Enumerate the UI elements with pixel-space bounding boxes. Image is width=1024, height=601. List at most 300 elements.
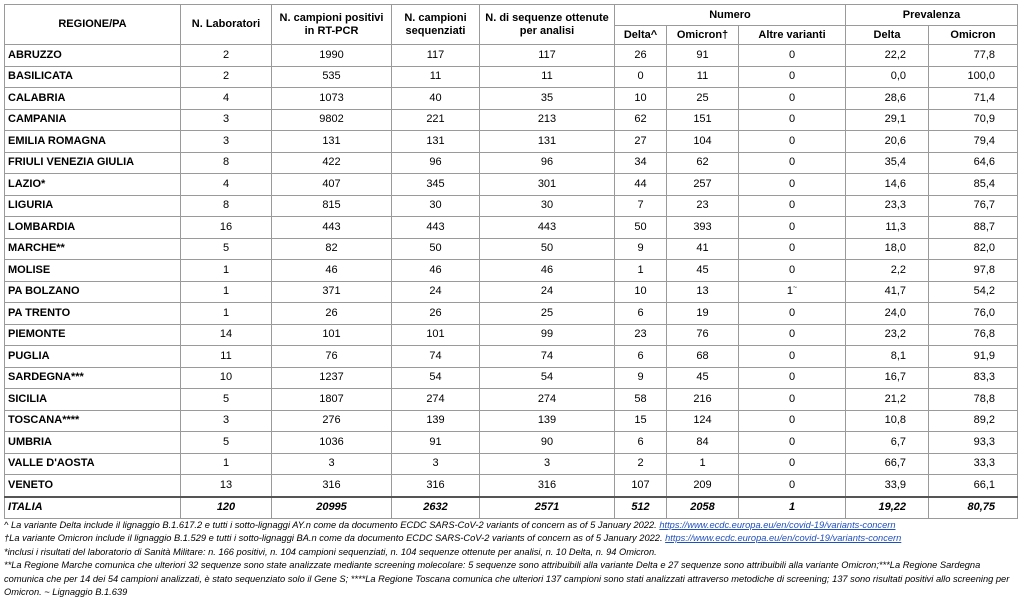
cell-altre	[739, 88, 846, 110]
cell-value: 45	[696, 371, 709, 384]
cell-value: 50	[429, 242, 442, 255]
header-sequenziati-line2: sequenziati	[405, 24, 466, 37]
cell-value: 71,4	[973, 91, 996, 104]
cell-value: 443	[426, 220, 445, 233]
cell-value: 11	[541, 70, 553, 83]
cell-sequenze	[480, 324, 615, 346]
cell-sequenziati	[392, 475, 480, 497]
cell-value: 0	[788, 371, 796, 384]
cell-value: 44	[634, 177, 647, 190]
cell-prev-omicron	[929, 152, 1018, 174]
cell-value: 64,6	[973, 156, 996, 169]
cell-value: 26	[634, 48, 647, 61]
cell-omicron	[667, 410, 739, 432]
cell-omicron	[667, 88, 739, 110]
header-numero: Numero	[615, 5, 846, 26]
cell-sequenziati	[392, 109, 480, 131]
cell-value: 2632	[423, 501, 448, 514]
cell-laboratori	[181, 346, 272, 368]
header-sequenziati-line1: N. campioni	[404, 11, 467, 24]
cell-omicron	[667, 217, 739, 239]
cell-value: 101	[322, 328, 341, 341]
cell-value: 124	[693, 414, 712, 427]
table-row	[5, 410, 1018, 432]
cell-value: 0	[788, 478, 796, 491]
cell-value: SICILIA	[8, 392, 48, 405]
cell-value: 0	[788, 134, 796, 147]
cell-sequenze	[480, 238, 615, 260]
cell-prev-delta	[846, 453, 929, 475]
cell-regione	[5, 303, 181, 325]
cell-value: 216	[693, 392, 712, 405]
cell-altre	[739, 346, 846, 368]
cell-regione	[5, 66, 181, 88]
cell-sequenze	[480, 131, 615, 153]
cell-laboratori	[181, 324, 272, 346]
cell-value: 0	[788, 263, 796, 276]
cell-laboratori	[181, 45, 272, 67]
cell-value: 45	[696, 263, 709, 276]
cell-value: 46	[540, 263, 554, 276]
cell-value: 131	[322, 134, 341, 147]
cell-prev-delta	[846, 45, 929, 67]
cell-value: 301	[537, 177, 557, 190]
cell-value: 512	[631, 501, 650, 514]
cell-prev-omicron	[929, 66, 1018, 88]
cell-omicron	[667, 66, 739, 88]
cell-regione	[5, 367, 181, 389]
cell-value: 54,2	[973, 285, 996, 298]
cell-value: VENETO	[8, 478, 54, 491]
cell-altre	[739, 475, 846, 497]
cell-altre	[739, 195, 846, 217]
cell-sequenziati	[392, 66, 480, 88]
cell-positivi	[272, 389, 392, 411]
cell-laboratori	[181, 389, 272, 411]
cell-value: 6	[637, 435, 644, 448]
cell-sequenze	[480, 109, 615, 131]
cell-sequenziati	[392, 432, 480, 454]
cell-value: 91	[429, 435, 442, 448]
total-row	[5, 497, 1018, 519]
cell-regione	[5, 152, 181, 174]
cell-sequenziati	[392, 410, 480, 432]
cell-value: 0	[788, 91, 796, 104]
cell-delta	[615, 88, 667, 110]
cell-prev-delta	[846, 475, 929, 497]
cell-regione	[5, 109, 181, 131]
cell-prev-omicron	[929, 131, 1018, 153]
cell-altre	[739, 260, 846, 282]
cell-value: 131	[537, 134, 557, 147]
cell-positivi	[272, 432, 392, 454]
cell-positivi	[272, 217, 392, 239]
cell-sequenziati	[392, 497, 480, 519]
table-body	[5, 45, 1018, 519]
cell-prev-omicron	[929, 410, 1018, 432]
cell-value: 19,22	[878, 501, 906, 514]
table-row	[5, 131, 1018, 153]
cell-value: 276	[322, 414, 341, 427]
cell-sequenze	[480, 45, 615, 67]
cell-laboratori	[181, 367, 272, 389]
cell-value: 25	[540, 306, 554, 319]
cell-value: 3	[222, 113, 230, 126]
cell-value: 0	[788, 328, 796, 341]
cell-value: 96	[540, 156, 554, 169]
cell-regione	[5, 195, 181, 217]
cell-value: 20995	[316, 501, 347, 514]
cell-value: 30	[429, 199, 442, 212]
cell-value: CALABRIA	[8, 91, 66, 104]
cell-omicron	[667, 238, 739, 260]
cell-value: 221	[426, 113, 445, 126]
cell-positivi	[272, 410, 392, 432]
table-row	[5, 260, 1018, 282]
cell-value: 0	[788, 156, 796, 169]
cell-value: 7	[637, 199, 644, 212]
cell-delta	[615, 66, 667, 88]
cell-regione	[5, 174, 181, 196]
cell-value: 5	[222, 392, 230, 405]
cell-omicron	[667, 475, 739, 497]
cell-value: 1	[786, 285, 794, 298]
cell-delta	[615, 260, 667, 282]
variants-table	[4, 4, 1018, 519]
cell-value: 209	[693, 478, 712, 491]
cell-value: 14,6	[884, 177, 906, 190]
cell-value: 4	[222, 91, 230, 104]
table-row	[5, 195, 1018, 217]
cell-delta	[615, 389, 667, 411]
cell-value: 99	[540, 328, 554, 341]
cell-value: 5	[222, 435, 230, 448]
cell-value: 0,0	[890, 70, 906, 83]
table-row	[5, 367, 1018, 389]
cell-value: 1	[222, 285, 230, 298]
cell-value: 1	[788, 501, 796, 514]
cell-value: 40	[429, 91, 442, 104]
footnote-omicron	[4, 532, 1020, 545]
cell-value: 2	[222, 70, 230, 83]
cell-value: 66,7	[884, 457, 906, 470]
cell-laboratori	[181, 195, 272, 217]
cell-laboratori	[181, 497, 272, 519]
cell-altre	[739, 453, 846, 475]
cell-value: 23,3	[884, 199, 906, 212]
cell-value: LIGURIA	[8, 199, 54, 212]
cell-value: 97,8	[973, 263, 996, 276]
cell-prev-delta	[846, 324, 929, 346]
table-row	[5, 109, 1018, 131]
cell-value: 28,6	[884, 91, 906, 104]
cell-altre	[739, 217, 846, 239]
cell-value: 24,0	[884, 306, 906, 319]
cell-value: 1	[222, 263, 230, 276]
cell-value: 213	[537, 113, 557, 126]
cell-altre	[739, 152, 846, 174]
cell-laboratori	[181, 88, 272, 110]
cell-value: 8	[222, 156, 230, 169]
cell-value: 257	[693, 177, 712, 190]
cell-laboratori	[181, 475, 272, 497]
cell-value: ABRUZZO	[8, 48, 62, 61]
cell-sequenziati	[392, 217, 480, 239]
cell-value: 101	[426, 328, 445, 341]
cell-prev-delta	[846, 281, 929, 303]
cell-value: 2,2	[890, 263, 906, 276]
cell-value: 0	[788, 199, 796, 212]
cell-value: 10,8	[884, 414, 906, 427]
cell-value: 815	[322, 199, 341, 212]
cell-value: 120	[216, 501, 236, 514]
cell-value: 90	[540, 435, 554, 448]
cell-omicron	[667, 346, 739, 368]
cell-value: 0	[788, 457, 796, 470]
header-positivi	[272, 5, 392, 45]
cell-value: 76	[325, 349, 338, 362]
cell-value: 70,9	[973, 113, 996, 126]
cell-altre	[739, 66, 846, 88]
footnote-regions: **La Regione Marche comunica che ulteriori 32 sequenze sono state analizzate mediante screening molecolare: 5 sequenze sono attribuibili alla variante Delta e 27 sequenze sono attribuibili alla variante Omicron;***La Regione Sardegna comunica che per 14 dei 54 campioni analizzati, è stato sequenziato solo il Gene S; ****La Regione Toscana comunica che ulteriori 137 campioni sono stati analizzati attraverso metodiche di screening; 137 sono risultati positivi allo screening per Omicron. ~ Lignaggio B.1.639	[4, 560, 1010, 598]
cell-value: 76,7	[973, 199, 996, 212]
cell-altre	[739, 109, 846, 131]
cell-prev-delta	[846, 238, 929, 260]
cell-delta	[615, 281, 667, 303]
cell-regione	[5, 475, 181, 497]
cell-positivi	[272, 131, 392, 153]
cell-sequenze	[480, 410, 615, 432]
cell-regione	[5, 281, 181, 303]
cell-value: 23	[634, 328, 647, 341]
cell-sequenze	[480, 432, 615, 454]
table-row	[5, 174, 1018, 196]
footnote-delta-link[interactable]: https://www.ecdc.europa.eu/en/covid-19/variants-concern	[659, 520, 896, 530]
cell-value: 316	[426, 478, 445, 491]
cell-prev-delta	[846, 497, 929, 519]
cell-value: 62	[634, 113, 647, 126]
cell-laboratori	[181, 131, 272, 153]
cell-sequenze	[480, 453, 615, 475]
cell-delta	[615, 453, 667, 475]
cell-value: UMBRIA	[8, 435, 52, 448]
cell-regione	[5, 410, 181, 432]
cell-prev-omicron	[929, 281, 1018, 303]
cell-value: 10	[219, 371, 233, 384]
cell-regione	[5, 131, 181, 153]
lineage-marker: ~	[793, 284, 798, 292]
header-delta: Delta^	[615, 26, 667, 45]
cell-sequenze	[480, 303, 615, 325]
cell-value: 27	[634, 134, 647, 147]
cell-value: 0	[788, 306, 796, 319]
cell-value: FRIULI VENEZIA GIULIA	[8, 156, 135, 169]
cell-value: PIEMONTE	[8, 328, 66, 341]
cell-value: 9	[637, 371, 644, 384]
cell-value: 0	[788, 177, 796, 190]
cell-value: 131	[426, 134, 445, 147]
cell-omicron	[667, 324, 739, 346]
cell-value: 139	[426, 414, 445, 427]
cell-value: 9802	[319, 113, 344, 126]
cell-value: 41,7	[884, 285, 906, 298]
cell-sequenze	[480, 281, 615, 303]
header-positivi-line2: in RT-PCR	[304, 24, 359, 37]
cell-value: 371	[322, 285, 341, 298]
table-row	[5, 324, 1018, 346]
footnote-lazio: *inclusi i risultati del laboratorio di Sanità Militare: n. 166 positivi, n. 104 campioni sequenziati, n. 104 sequenze ottenute per analisi, n. 10 Delta, n. 94 Omicron.	[4, 546, 657, 557]
cell-delta	[615, 238, 667, 260]
cell-value: 35,4	[884, 156, 906, 169]
cell-value: 104	[693, 134, 712, 147]
cell-value: 9	[637, 242, 644, 255]
cell-sequenziati	[392, 303, 480, 325]
cell-sequenziati	[392, 324, 480, 346]
cell-omicron	[667, 131, 739, 153]
cell-laboratori	[181, 260, 272, 282]
cell-value: 117	[426, 48, 445, 61]
cell-value: MARCHE**	[8, 242, 65, 255]
cell-value: 407	[322, 177, 341, 190]
cell-prev-omicron	[929, 497, 1018, 519]
cell-positivi	[272, 346, 392, 368]
cell-regione	[5, 453, 181, 475]
cell-value: 316	[537, 478, 557, 491]
cell-sequenziati	[392, 260, 480, 282]
cell-laboratori	[181, 281, 272, 303]
cell-delta	[615, 217, 667, 239]
cell-value: 117	[538, 48, 556, 61]
cell-value: 23,2	[884, 328, 906, 341]
cell-value: 11	[220, 349, 232, 362]
cell-positivi	[272, 303, 392, 325]
cell-value: 82	[325, 242, 338, 255]
cell-value: 46	[325, 263, 338, 276]
cell-value: SARDEGNA***	[8, 371, 84, 384]
table-row	[5, 45, 1018, 67]
table-row	[5, 432, 1018, 454]
cell-omicron	[667, 367, 739, 389]
cell-altre	[739, 497, 846, 519]
cell-omicron	[667, 281, 739, 303]
cell-positivi	[272, 260, 392, 282]
cell-delta	[615, 475, 667, 497]
header-sequenze-line1: N. di sequenze ottenute	[485, 11, 609, 24]
cell-prev-omicron	[929, 109, 1018, 131]
footnotes	[4, 519, 1020, 599]
cell-value: 139	[537, 414, 557, 427]
cell-omicron	[667, 260, 739, 282]
table-row	[5, 303, 1018, 325]
cell-value: 316	[322, 478, 341, 491]
cell-prev-omicron	[929, 367, 1018, 389]
cell-regione	[5, 432, 181, 454]
table-row	[5, 281, 1018, 303]
cell-altre	[739, 174, 846, 196]
cell-value: 1990	[319, 48, 344, 61]
cell-sequenziati	[392, 45, 480, 67]
cell-value: 33,3	[973, 457, 996, 470]
cell-value: 41	[696, 242, 709, 255]
cell-value: 0	[637, 70, 644, 83]
cell-value: 151	[693, 113, 712, 126]
cell-delta	[615, 45, 667, 67]
header-omicron: Omicron†	[667, 26, 739, 45]
table-row	[5, 152, 1018, 174]
cell-positivi	[272, 367, 392, 389]
cell-value: 23	[696, 199, 709, 212]
cell-value: 30	[540, 199, 554, 212]
cell-omicron	[667, 303, 739, 325]
cell-value: 62	[696, 156, 709, 169]
cell-altre	[739, 367, 846, 389]
cell-value: 393	[693, 220, 712, 233]
cell-value: 25	[696, 91, 709, 104]
cell-value: CAMPANIA	[8, 113, 67, 126]
cell-prev-omicron	[929, 238, 1018, 260]
cell-value: 24	[429, 285, 442, 298]
cell-value: 96	[429, 156, 442, 169]
cell-value: 16	[219, 220, 233, 233]
footnote-omicron-text: †La variante Omicron include il lignaggio B.1.529 e tutti i sotto-lignaggi BA.n come da documento ECDC SARS-CoV-2 variants of concern as of 5 January 2022.	[4, 533, 666, 544]
cell-value: 76	[696, 328, 709, 341]
cell-value: 54	[540, 371, 554, 384]
cell-value: 91,9	[973, 349, 996, 362]
cell-prev-delta	[846, 432, 929, 454]
cell-value: 8,1	[890, 349, 906, 362]
cell-sequenziati	[392, 195, 480, 217]
cell-prev-omicron	[929, 303, 1018, 325]
cell-prev-omicron	[929, 475, 1018, 497]
cell-sequenze	[480, 66, 615, 88]
cell-laboratori	[181, 217, 272, 239]
cell-omicron	[667, 195, 739, 217]
cell-sequenze	[480, 389, 615, 411]
cell-prev-delta	[846, 109, 929, 131]
cell-omicron	[667, 389, 739, 411]
cell-value: 3	[432, 457, 439, 470]
header-prevalenza-delta: Delta	[846, 26, 929, 45]
cell-value: 74	[429, 349, 442, 362]
cell-altre	[739, 131, 846, 153]
cell-positivi	[272, 497, 392, 519]
cell-laboratori	[181, 66, 272, 88]
cell-positivi	[272, 324, 392, 346]
cell-positivi	[272, 174, 392, 196]
cell-value: 0	[788, 220, 796, 233]
cell-delta	[615, 131, 667, 153]
cell-value: 26	[325, 306, 338, 319]
cell-prev-omicron	[929, 432, 1018, 454]
cell-sequenze	[480, 346, 615, 368]
cell-value: 1	[637, 263, 644, 276]
cell-value: LOMBARDIA	[8, 220, 76, 233]
cell-laboratori	[181, 152, 272, 174]
cell-value: 58	[634, 392, 647, 405]
cell-value: 1073	[319, 91, 344, 104]
cell-sequenziati	[392, 346, 480, 368]
cell-value: 91	[696, 48, 709, 61]
cell-prev-delta	[846, 131, 929, 153]
header-sequenze-line2: per analisi	[519, 24, 575, 37]
cell-sequenziati	[392, 453, 480, 475]
cell-sequenze	[480, 260, 615, 282]
cell-laboratori	[181, 453, 272, 475]
cell-regione	[5, 260, 181, 282]
cell-sequenziati	[392, 281, 480, 303]
header-positivi-line1: N. campioni positivi	[279, 11, 384, 24]
footnote-omicron-link[interactable]: https://www.ecdc.europa.eu/en/covid-19/variants-concern	[665, 533, 902, 544]
